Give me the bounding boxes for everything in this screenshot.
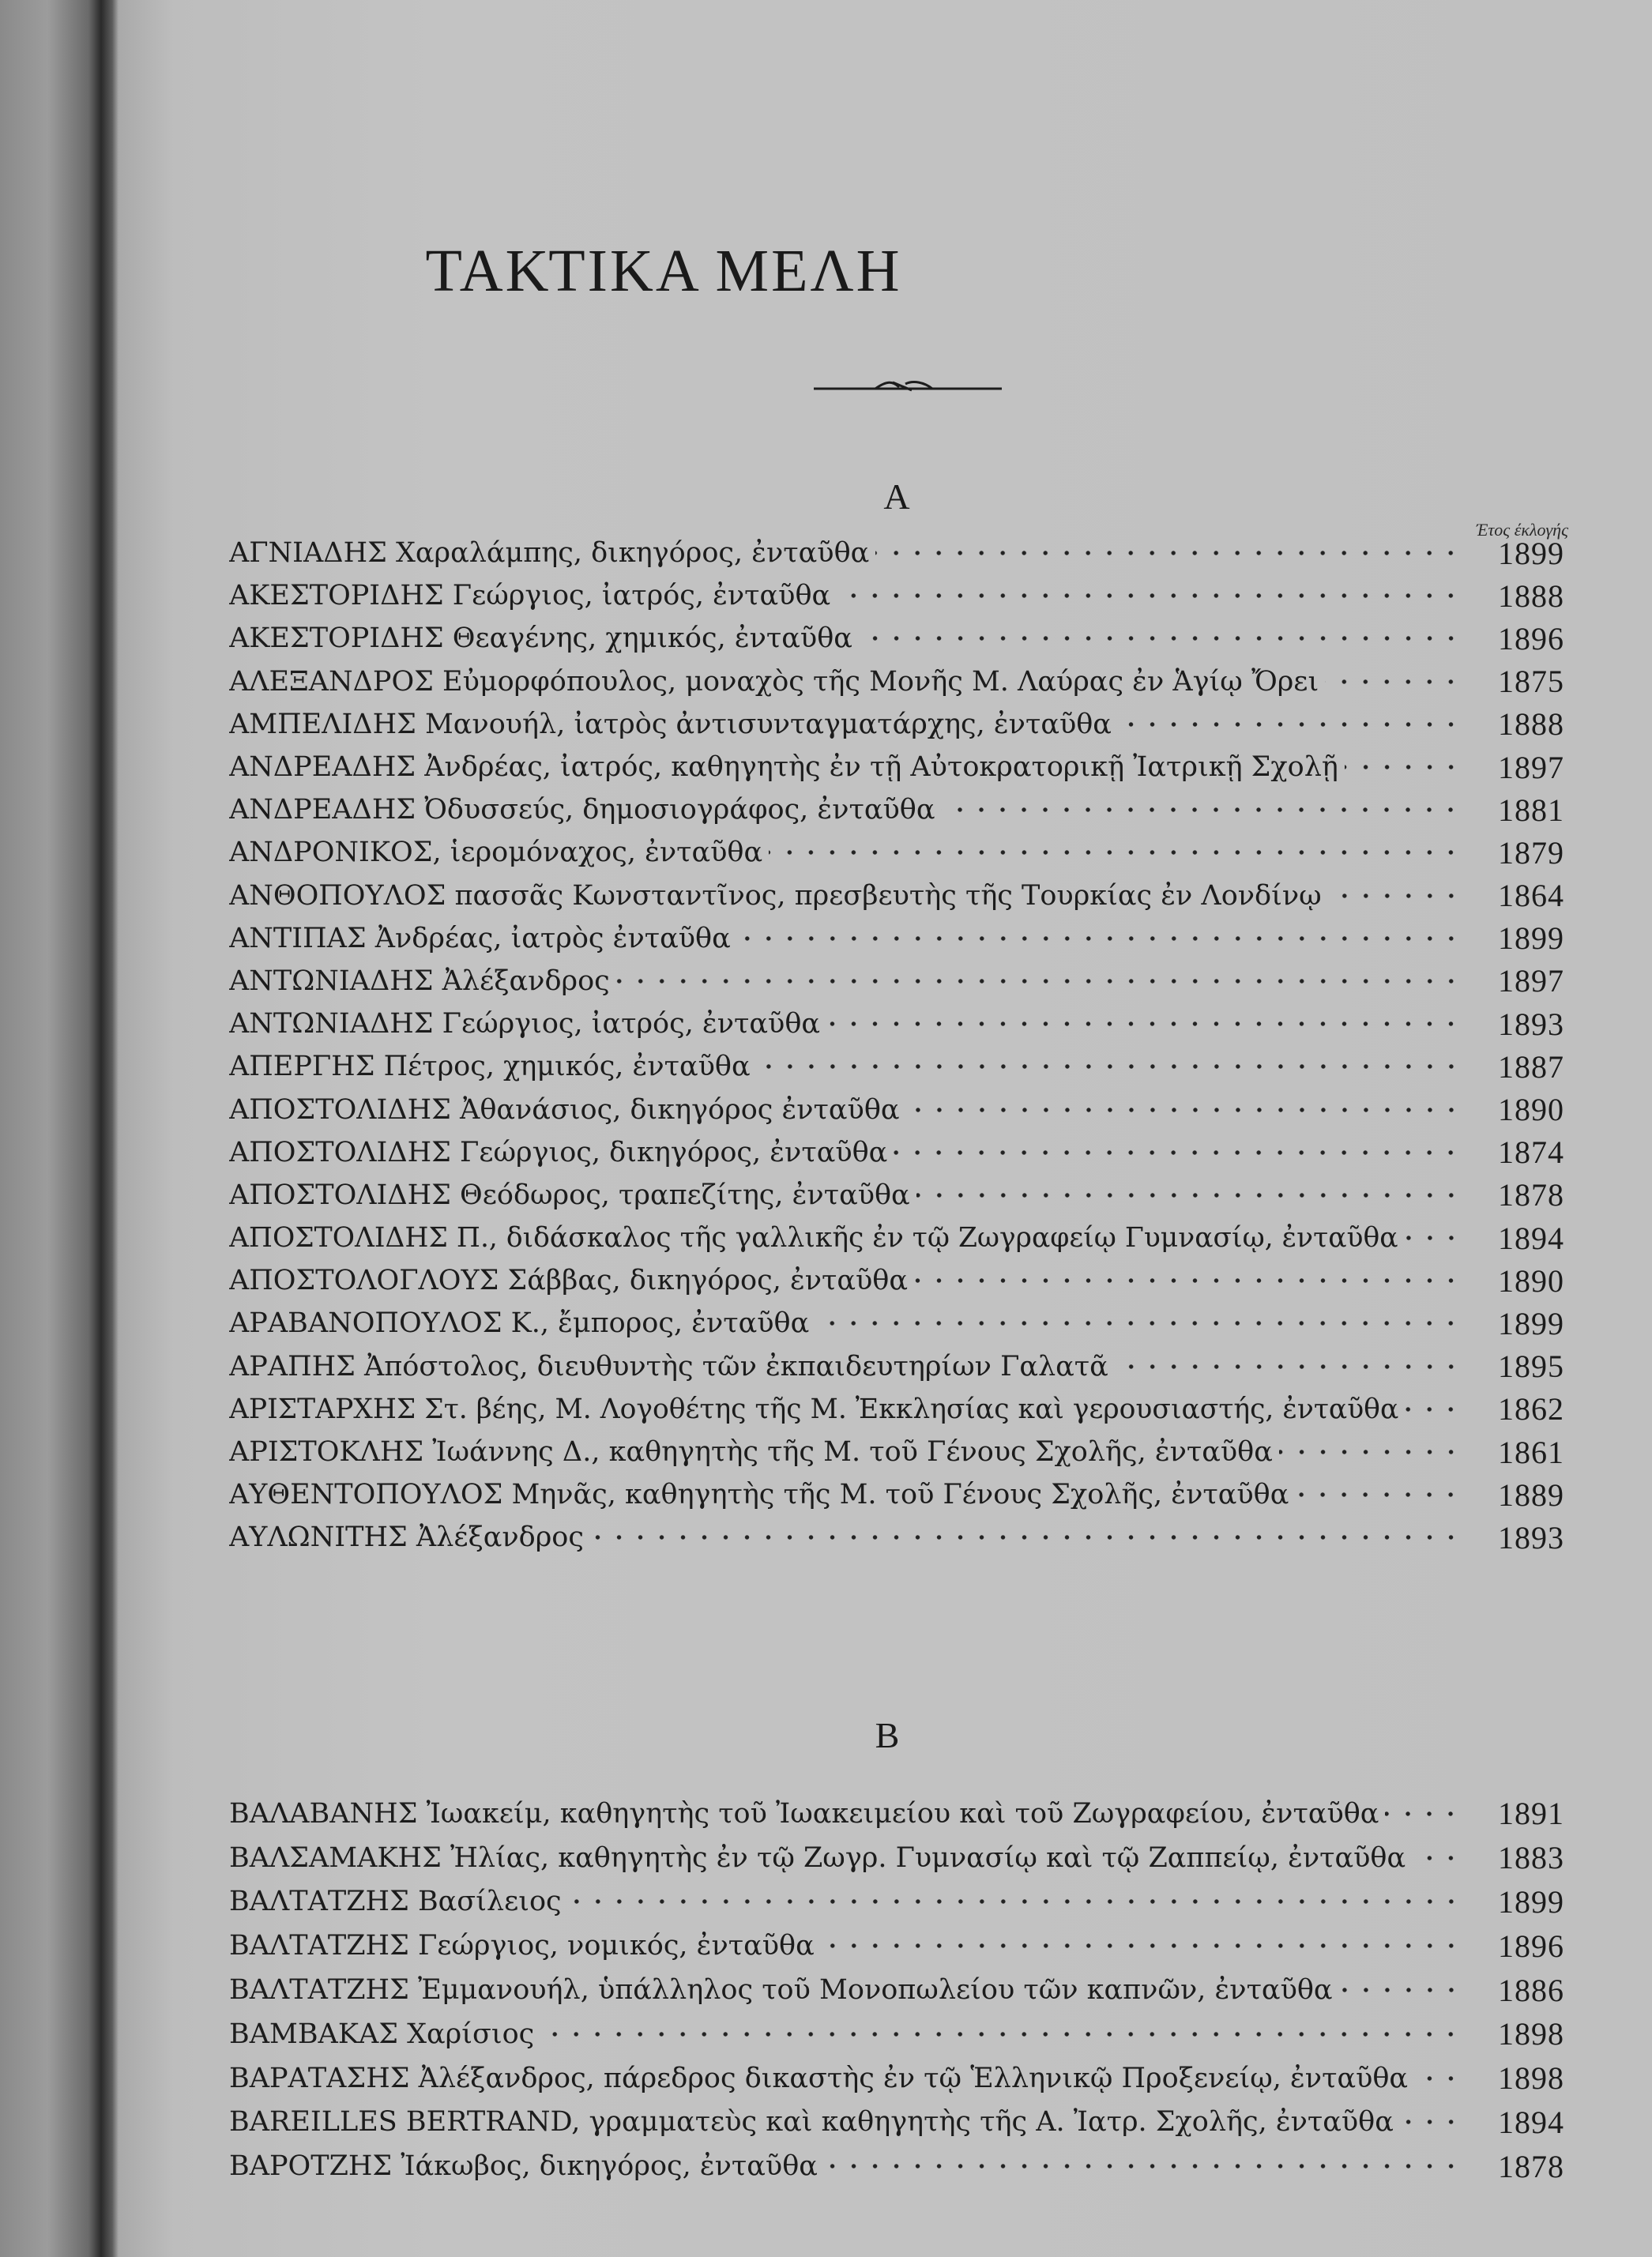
- dot-leader: [1339, 1986, 1462, 1994]
- year-column-header: Έτος έκλογής: [1476, 520, 1568, 540]
- member-entry: [229, 875, 1564, 917]
- election-year: 1864: [1498, 878, 1564, 914]
- dot-leader: [1414, 2075, 1462, 2082]
- member-entry: [229, 746, 1564, 788]
- dot-leader: [894, 1149, 1462, 1157]
- member-name-and-description: ΑΡΙΣΤΟΚΛΗΣ Ἰωάννης Δ., καθηγητὴς τῆς Μ. τοῦ Γένους Σχολῆς, ἐνταῦθα: [229, 1436, 1273, 1469]
- member-name-and-description: ΑΜΠΕΛΙΔΗΣ Μανουήλ, ἰατρὸς ἀντισυνταγματάρχης, ἐνταῦθα: [229, 708, 1112, 740]
- member-entry: [229, 1045, 1564, 1088]
- member-name-and-description: ΑΓΝΙΑΔΗΣ Χαραλάμπης, δικηγόρος, ἐνταῦθα: [229, 537, 870, 570]
- dot-leader: [941, 806, 1462, 814]
- member-entry: [229, 1516, 1564, 1559]
- member-name-and-description: ΒΑΛΤΑΤΖΗΣ Ἐμμανουήλ, ὑπάλληλος τοῦ Μονοπωλείου τῶν καπνῶν, ἐνταῦθα: [229, 1974, 1333, 2007]
- dot-leader: [769, 848, 1462, 856]
- member-entry: [229, 1174, 1564, 1217]
- election-year: 1897: [1498, 749, 1564, 785]
- dot-leader: [1325, 678, 1462, 686]
- dot-leader: [540, 2030, 1462, 2038]
- member-name-and-description: ΑΡΙΣΤΑΡΧΗΣ Στ. βέης, Μ. Λογοθέτης τῆς Μ. Ἐκκλησίας καὶ γερουσιαστής, ἐνταῦθα: [229, 1393, 1399, 1425]
- member-name-and-description: ΑΠΕΡΓΗΣ Πέτρος, χημικός, ἐνταῦθα: [229, 1051, 751, 1083]
- member-name-and-description: BAREILLES BERTRAND, γραμματεὺς καὶ καθηγητὴς τῆς Α. Ἰατρ. Σχολῆς, ἐνταῦθα: [229, 2106, 1394, 2139]
- member-name-and-description: ΑΝΔΡΕΑΔΗΣ Ὀδυσσεύς, δημοσιογράφος, ἐνταῦθα: [229, 794, 935, 826]
- election-year: 1888: [1498, 706, 1564, 743]
- election-year: 1874: [1498, 1134, 1564, 1171]
- dot-leader: [1412, 1854, 1462, 1862]
- election-year: 1899: [1498, 1305, 1564, 1341]
- member-name-and-description: ΒΑΜΒΑΚΑΣ Χαρίσιος: [229, 2018, 535, 2050]
- election-year: 1899: [1498, 535, 1564, 571]
- dot-leader: [1328, 892, 1462, 900]
- dot-leader: [737, 935, 1462, 942]
- member-name-and-description: ΑΝΤΙΠΑΣ Ἀνδρέας, ἰατρὸς ἐνταῦθα: [229, 922, 731, 954]
- member-name-and-description: ΑΥΘΕΝΤΟΠΟΥΛΟΣ Μηνᾶς, καθηγητὴς τῆς Μ. τοῦ Γένους Σχολῆς, ἐνταῦθα: [229, 1479, 1289, 1511]
- election-year: 1899: [1498, 1883, 1564, 1920]
- dot-leader: [757, 1063, 1462, 1070]
- member-name-and-description: ΑΝΔΡΕΑΔΗΣ Ἀνδρέας, ἰατρός, καθηγητὴς ἐν τῇ Αὐτοκρατορικῇ Ἰατρικῇ Σχολῇ: [229, 751, 1338, 784]
- page-title: ΤΑΚΤΙΚΑ ΜΕΛΗ: [425, 238, 902, 304]
- dot-leader: [1385, 1810, 1462, 1818]
- member-entry: [229, 1880, 1564, 1924]
- section-letter-a: Α: [883, 476, 910, 517]
- member-name-and-description: ΒΑΛΣΑΜΑΚΗΣ Ἠλίας, καθηγητὴς ἐν τῷ Ζωγρ. Γυμνασίῳ καὶ τῷ Ζαππείῳ, ἐνταῦθα: [229, 1841, 1406, 1874]
- dot-leader: [815, 1319, 1462, 1327]
- member-entry: [229, 574, 1564, 617]
- election-year: 1896: [1498, 620, 1564, 656]
- election-year: 1861: [1498, 1434, 1564, 1470]
- member-entry: [229, 1259, 1564, 1302]
- election-year: 1897: [1498, 963, 1564, 999]
- election-year: 1887: [1498, 1048, 1564, 1085]
- election-year: 1896: [1498, 1928, 1564, 1964]
- dot-leader: [1279, 1448, 1462, 1456]
- member-name-and-description: ΑΠΟΣΤΟΛΙΔΗΣ Θεόδωρος, τραπεζίτης, ἐνταῦθα: [229, 1179, 910, 1211]
- section-letter-b: Β: [875, 1715, 900, 1755]
- member-name-and-description: ΑΚΕΣΤΟΡΙΔΗΣ Θεαγένης, χημικός, ἐνταῦθα: [229, 623, 852, 655]
- member-name-and-description: ΑΝΤΩΝΙΑΔΗΣ Γεώργιος, ἰατρός, ἐνταῦθα: [229, 1008, 821, 1040]
- member-entry: [229, 1836, 1564, 1880]
- dot-leader: [824, 2162, 1462, 2170]
- dot-leader: [590, 1533, 1462, 1541]
- member-name-and-description: ΒΑΛΑΒΑΝΗΣ Ἰωακείμ, καθηγητὴς τοῦ Ἰωακειμείου καὶ τοῦ Ζωγραφείου, ἐνταῦθα: [229, 1797, 1379, 1830]
- member-entry: [229, 617, 1564, 660]
- member-entry: [229, 660, 1564, 703]
- dot-leader: [916, 1191, 1462, 1199]
- member-entry: [229, 1131, 1564, 1174]
- member-name-and-description: ΑΥΛΩΝΙΤΗΣ Ἀλέξανδρος: [229, 1522, 584, 1554]
- member-entry: [229, 703, 1564, 746]
- dot-leader: [1405, 1234, 1462, 1242]
- member-name-and-description: ΑΝΘΟΠΟΥΛΟΣ πασσᾶς Κωνσταντῖνος, πρεσβευτὴς τῆς Τουρκίας ἐν Λονδίνῳ: [229, 879, 1322, 912]
- dot-leader: [1345, 763, 1462, 771]
- member-entry: [229, 960, 1564, 1002]
- member-entry: [229, 532, 1564, 574]
- dot-leader: [1405, 1405, 1462, 1413]
- election-year: 1894: [1498, 2104, 1564, 2140]
- entries-list-a: [229, 532, 1564, 1559]
- member-entry: [229, 1088, 1564, 1130]
- dot-leader: [837, 592, 1462, 600]
- member-name-and-description: ΑΛΕΞΑΝΔΡΟΣ Εὐμορφόπουλος, μοναχὸς τῆς Μονῆς Μ. Λαύρας ἐν Ἁγίῳ Ὄρει: [229, 665, 1319, 698]
- dot-leader: [875, 549, 1462, 557]
- election-year: 1878: [1498, 1177, 1564, 1213]
- member-entry: [229, 1388, 1564, 1431]
- election-year: 1898: [1498, 2016, 1564, 2052]
- member-name-and-description: ΑΝΤΩΝΙΑΔΗΣ Ἀλέξανδρος: [229, 965, 610, 997]
- dot-leader: [906, 1106, 1462, 1114]
- member-entry: [229, 1924, 1564, 1968]
- election-year: 1894: [1498, 1220, 1564, 1256]
- member-entry: [229, 1217, 1564, 1259]
- scan-edge: [0, 0, 119, 2257]
- member-entry: [229, 2144, 1564, 2188]
- member-name-and-description: ΑΡΑΠΗΣ Ἀπόστολος, διευθυντὴς τῶν ἐκπαιδευτηρίων Γαλατᾶ: [229, 1350, 1108, 1382]
- dot-leader: [1118, 720, 1462, 728]
- member-name-and-description: ΒΑΛΤΑΤΖΗΣ Γεώργιος, νομικός, ἐνταῦθα: [229, 1930, 815, 1962]
- election-year: 1898: [1498, 2060, 1564, 2097]
- member-entry: [229, 831, 1564, 874]
- member-name-and-description: ΒΑΡΟΤΖΗΣ Ἰάκωβος, δικηγόρος, ἐνταῦθα: [229, 2150, 818, 2183]
- dot-leader: [859, 634, 1462, 642]
- dot-leader: [914, 1277, 1462, 1285]
- member-name-and-description: ΒΑΡΑΤΑΣΗΣ Ἀλέξανδρος, πάρεδρος δικαστὴς ἐν τῷ Ἑλληνικῷ Προξενείῳ, ἐνταῦθα: [229, 2062, 1409, 2094]
- member-entry: [229, 1473, 1564, 1516]
- election-year: 1889: [1498, 1476, 1564, 1513]
- dot-leader: [826, 1020, 1462, 1028]
- election-year: 1890: [1498, 1092, 1564, 1128]
- election-year: 1878: [1498, 2148, 1564, 2184]
- dot-leader: [616, 977, 1462, 985]
- member-entry: [229, 1345, 1564, 1388]
- election-year: 1893: [1498, 1006, 1564, 1042]
- member-name-and-description: ΑΠΟΣΤΟΛΙΔΗΣ Π., διδάσκαλος τῆς γαλλικῆς ἐν τῷ Ζωγραφείῳ Γυμνασίῳ, ἐνταῦθα: [229, 1222, 1398, 1255]
- member-entry: [229, 2056, 1564, 2101]
- election-year: 1891: [1498, 1796, 1564, 1832]
- election-year: 1888: [1498, 577, 1564, 614]
- dot-leader: [1400, 2118, 1462, 2126]
- dot-leader: [1295, 1491, 1462, 1499]
- member-entry: [229, 1302, 1564, 1345]
- election-year: 1886: [1498, 1972, 1564, 2008]
- election-year: 1899: [1498, 920, 1564, 957]
- member-entry: [229, 2101, 1564, 2145]
- election-year: 1881: [1498, 792, 1564, 828]
- election-year: 1883: [1498, 1840, 1564, 1876]
- member-name-and-description: ΑΠΟΣΤΟΛΟΓΛΟΥΣ Σάββας, δικηγόρος, ἐνταῦθα: [229, 1265, 908, 1297]
- member-entry: [229, 788, 1564, 831]
- member-name-and-description: ΑΠΟΣΤΟΛΙΔΗΣ Γεώργιος, δικηγόρος, ἐνταῦθα: [229, 1136, 888, 1168]
- election-year: 1895: [1498, 1349, 1564, 1385]
- dot-leader: [568, 1898, 1462, 1905]
- member-entry: [229, 1002, 1564, 1045]
- dot-leader: [821, 1942, 1462, 1950]
- election-year: 1862: [1498, 1391, 1564, 1428]
- entries-list-b: [229, 1792, 1564, 2188]
- member-name-and-description: ΑΝΔΡΟΝΙΚΟΣ, ἱερομόναχος, ἐνταῦθα: [229, 837, 763, 869]
- election-year: 1893: [1498, 1519, 1564, 1555]
- member-entry: [229, 1968, 1564, 2012]
- member-entry: [229, 1431, 1564, 1473]
- election-year: 1875: [1498, 664, 1564, 700]
- member-name-and-description: ΑΡΑΒΑΝΟΠΟΥΛΟΣ Κ., ἔμπορος, ἐνταῦθα: [229, 1307, 810, 1340]
- ornament-divider: [814, 378, 1002, 397]
- member-name-and-description: ΑΚΕΣΤΟΡΙΔΗΣ Γεώργιος, ἰατρός, ἐνταῦθα: [229, 580, 831, 612]
- member-name-and-description: ΑΠΟΣΤΟΛΙΔΗΣ Ἀθανάσιος, δικηγόρος ἐνταῦθα: [229, 1093, 900, 1126]
- member-entry: [229, 2012, 1564, 2056]
- dot-leader: [1115, 1363, 1462, 1371]
- election-year: 1879: [1498, 834, 1564, 871]
- member-name-and-description: ΒΑΛΤΑΤΖΗΣ Βασίλειος: [229, 1886, 562, 1918]
- election-year: 1890: [1498, 1262, 1564, 1299]
- member-entry: [229, 1792, 1564, 1836]
- member-entry: [229, 917, 1564, 960]
